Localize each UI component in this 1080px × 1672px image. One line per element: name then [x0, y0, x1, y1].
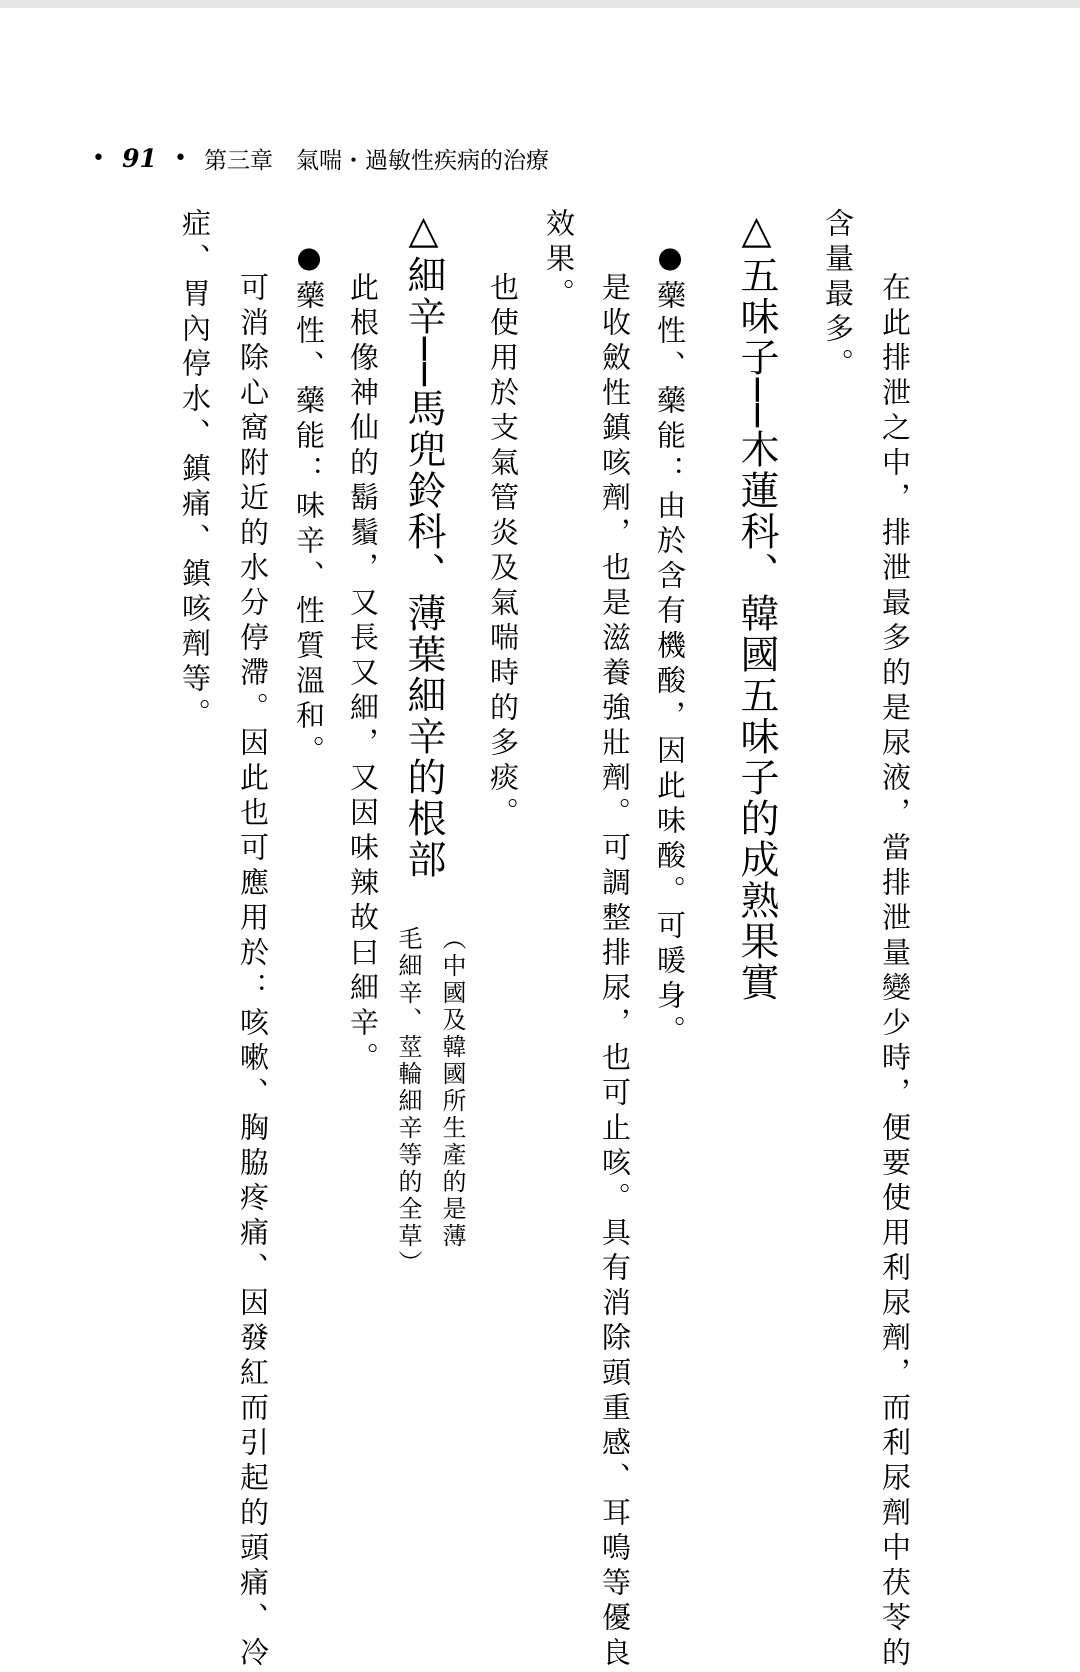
text-column-10: ●藥性、藥能：味辛、性質溫和。	[292, 240, 326, 770]
text-column-4: ●藥性、藥能：由於含有機酸，因此味酸。可暖身。	[653, 240, 687, 1050]
note-column-2: 毛細辛、莖輪細辛等的全草）	[394, 926, 422, 1277]
note-column-1: （中國及韓國所生產的是薄	[438, 926, 466, 1250]
text-column-1: 在此排泄之中，排泄最多的是尿液，當排泄量變少時，便要使用利尿劑，而利尿劑中茯苓的	[878, 272, 912, 1672]
header-left-dot: •	[92, 146, 105, 171]
viewer-top-bar	[0, 0, 1080, 8]
heading-xixin: △細辛──馬兜鈴科、薄葉細辛的根部	[401, 208, 446, 880]
text-column-6: 效果。	[542, 208, 576, 313]
text-column-12: 症、胃內停水、鎮痛、鎮咳劑等。	[178, 208, 212, 733]
page-number: 91	[122, 144, 157, 173]
text-column-5: 是收斂性鎮咳劑，也是滋養強壯劑。可調整排尿，也可止咳。具有消除頭重感、耳鳴等優良	[598, 272, 632, 1672]
page-header	[92, 142, 549, 175]
chapter-title: 第三章 氣喘・過敏性疾病的治療	[204, 148, 550, 174]
text-column-11: 可消除心窩附近的水分停滯。因此也可應用於：咳嗽、胸脇疼痛、因發紅而引起的頭痛、冷	[236, 272, 270, 1672]
text-column-2: 含量最多。	[821, 208, 855, 383]
heading-wuweizi: △五味子──木蓮科、韓國五味子的成熟果實	[734, 208, 779, 1003]
text-column-9: 此根像神仙的鬍鬚，又長又細，又因味辣故曰細辛。	[346, 272, 380, 1077]
header-right-dot: •	[173, 146, 187, 171]
text-column-7: 也使用於支氣管炎及氣喘時的多痰。	[486, 272, 520, 832]
